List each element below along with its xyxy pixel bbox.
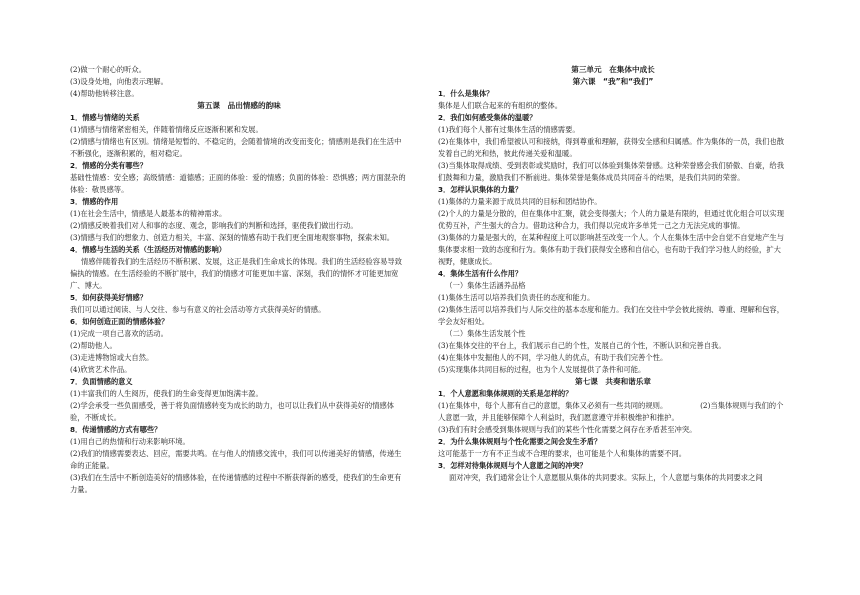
subheading: （二）集体生活发展个性 <box>445 329 526 338</box>
paragraph: (3)情感与我们的想象力、创造力相关，丰富、深刻的情感有助于我们更全面地观察事物，探索未知。 <box>70 233 395 242</box>
paragraph: (1)集体的力量来源于成员共同的目标和团结协作。 <box>438 197 602 206</box>
question-heading: 7．负面情感的意义 <box>70 377 133 386</box>
paragraph: (4)在集体中发掘他人的不同，学习他人的优点，有助于我们完善个性。 <box>438 353 668 362</box>
question-heading: 1．什么是集体？ <box>438 89 494 98</box>
paragraph: (2)情感与情绪也有区别。情绪是短暂的、不稳定的，会随着情境的改变而变化；情感则是我们在生活中不断强化，逐渐积累的，相对稳定。 <box>70 137 402 158</box>
paragraph: (3)走进博物馆或大自然。 <box>70 353 154 362</box>
subheading: （一）集体生活涵养品格 <box>445 281 526 290</box>
paragraph: (3)在集体交往的平台上，我们展示自己的个性，发展自己的个性，不断认识和完善自我。 <box>438 341 726 350</box>
question-heading: 6．如何创造正面的情感体验？ <box>70 317 169 326</box>
paragraph: (2)情感反映着我们对人和事的态度、观念，影响我们的判断和选择，驱使我们做出行动。 <box>70 221 358 230</box>
question-heading: 3．情感的作用 <box>70 197 119 206</box>
left-column <box>70 64 408 496</box>
paragraph: (1)情感与情绪紧密相关，伴随着情绪反应逐渐积累和发展。 <box>70 125 263 134</box>
paragraph: (4)欣赏艺术作品。 <box>70 365 132 374</box>
question-heading: 2．为什么集体规则与个性化需要之间会发生矛盾？ <box>438 437 602 446</box>
question-heading: 8．传递情感的方式有哪些？ <box>70 425 162 434</box>
paragraph: 情感伴随着我们的生活经历不断积累、发展，这正是我们生命成长的体现。我们的生活经验容易导致偏执的情感。在生活经验的不断扩展中，我们的情感才可能更加丰富、深刻，我们的情怀才可能更加宽广、博大。 <box>70 257 402 290</box>
question-heading: 5．如何获得美好情感？ <box>70 293 147 302</box>
paragraph: (1)集体生活可以培养我们负责任的态度和能力。 <box>438 293 595 302</box>
paragraph: (2)我们的情感需要表达、回应，需要共鸣。在与他人的情感交流中，我们可以传递美好的情感，传递生命的正能量。 <box>70 449 402 470</box>
paragraph: (1)用自己的热情和行动来影响环境。 <box>70 437 190 446</box>
paragraph: (2)个人的力量是分散的，但在集体中汇聚，就会变得强大；个人的力量是有限的，但通过优化组合可以实现优势互补，产生强大的合力。借助这种合力，我们得以完成许多单凭一己之力无法完成的事情。 <box>438 209 784 230</box>
paragraph: (3)我们在生活中不断创造美好的情感体验，在传递情感的过程中不断获得新的感受，使我们的生命更有力量。 <box>70 473 402 494</box>
paragraph: (2)帮助他人。 <box>70 341 117 350</box>
paragraph: (1)我们每个人都有过集体生活的情感需要。 <box>438 125 580 134</box>
paragraph: (1)在社会生活中，情感是人最基本的精神需求。 <box>70 209 227 218</box>
unit-heading: 第六课 “我”和“我们” <box>572 77 654 86</box>
question-heading: 2．我们如何感受集体的温暖？ <box>438 113 537 122</box>
paragraph: (2)学会承受一些负面感受，善于将负面情感转变为成长的助力，也可以让我们从中获得美好的情感体验，不断成长。 <box>70 401 395 422</box>
paragraph: (1)完成一项自己喜欢的活动。 <box>70 329 168 338</box>
question-heading: 1．个人意愿和集体规则的关系是怎样的？ <box>438 389 573 398</box>
paragraph: (3)我们有时会感受到集体规则与我们的某些个性化需要之间存在矛盾甚至冲突。 <box>438 425 697 434</box>
paragraph: (2)集体生活可以培养我们与人际交往的基本态度和能力。我们在交往中学会彼此接纳、尊重、理解和包容，学会友好相处。 <box>438 305 784 326</box>
paragraph: (2)做一个耐心的听众。 <box>70 65 147 74</box>
section-heading: 第五课 品出情感的韵味 <box>197 101 281 110</box>
paragraph: 集体是人们联合起来的有组织的整体。 <box>438 101 563 110</box>
paragraph: (1)在集体中，每个人都有自己的意愿，集体又必须有一些共同的规则。 (2)当集体规则与我们的个人意愿一致，并且能够保障个人利益时，我们愿意遵守并积极维护和推护。 <box>438 401 784 422</box>
section-heading: 第七课 共奏和谐乐章 <box>575 377 651 386</box>
question-heading: 4．情感与生活的关系（生活经历对情感的影响） <box>70 245 226 254</box>
paragraph: (5)实现集体共同目标的过程，也为个人发展提供了条件和可能。 <box>438 365 646 374</box>
paragraph: (3)当集体取得成绩、受到表彰或奖励时，我们可以体验到集体荣誉感。这种荣誉感会我们骄傲、自豪，给我们鼓舞和力量，激励我们不断前进。集体荣誉是集体成员共同奋斗的结果，是我们共同的荣誉。 <box>438 161 784 182</box>
paragraph: (4)帮助他转移注意。 <box>70 89 139 98</box>
question-heading: 1．情感与情绪的关系 <box>70 113 140 122</box>
paragraph: 我们可以通过阅读、与人交往、参与有意义的社会活动等方式获得美好的情感。 <box>70 305 326 314</box>
question-heading: 3．怎样对待集体规则与个人意愿之间的冲突？ <box>438 461 587 470</box>
unit-heading: 第三单元 在集体中成长 <box>571 65 655 74</box>
paragraph: 基础性情感：安全感；高级情感：道德感；正面的体验：爱的情感；负面的体验：恐惧感；两方面混杂的体验：敬畏感等。 <box>70 173 406 194</box>
paragraph: (2)在集体中，我们希望被认可和接纳，得到尊重和理解，获得安全感和归属感。作为集体的一员，我们也散发着自己的光和热，彼此传递关爱和温暖。 <box>438 137 784 158</box>
paragraph: 这可能基于一方有不正当或不合理的要求，也可能是个人和集体的需要不同。 <box>438 449 687 458</box>
paragraph: (1)丰富我们的人生阅历，使我们的生命变得更加饱满丰盈。 <box>70 389 263 398</box>
paragraph: (3)集体的力量是强大的，在某种程度上可以影响甚至改变一个人。个人在集体生活中会自觉不自觉地产生与集体要求相一致的态度和行为。集体有助于我们获得安全感和自信心，也有助于我们学习他人的经验，扩大视野，健康成长。 <box>438 233 784 266</box>
paragraph: 面对冲突，我们通常会让个人意愿服从集体的共同要求。实际上，个人意愿与集体的共同要求之间 <box>448 473 763 482</box>
question-heading: 2．情感的分类有哪些？ <box>70 161 147 170</box>
question-heading: 4．集体生活有什么作用？ <box>438 269 523 278</box>
question-heading: 3．怎样认识集体的力量？ <box>438 185 523 194</box>
paragraph: (3)设身处地，向他表示理解。 <box>70 77 168 86</box>
right-column <box>438 64 788 484</box>
